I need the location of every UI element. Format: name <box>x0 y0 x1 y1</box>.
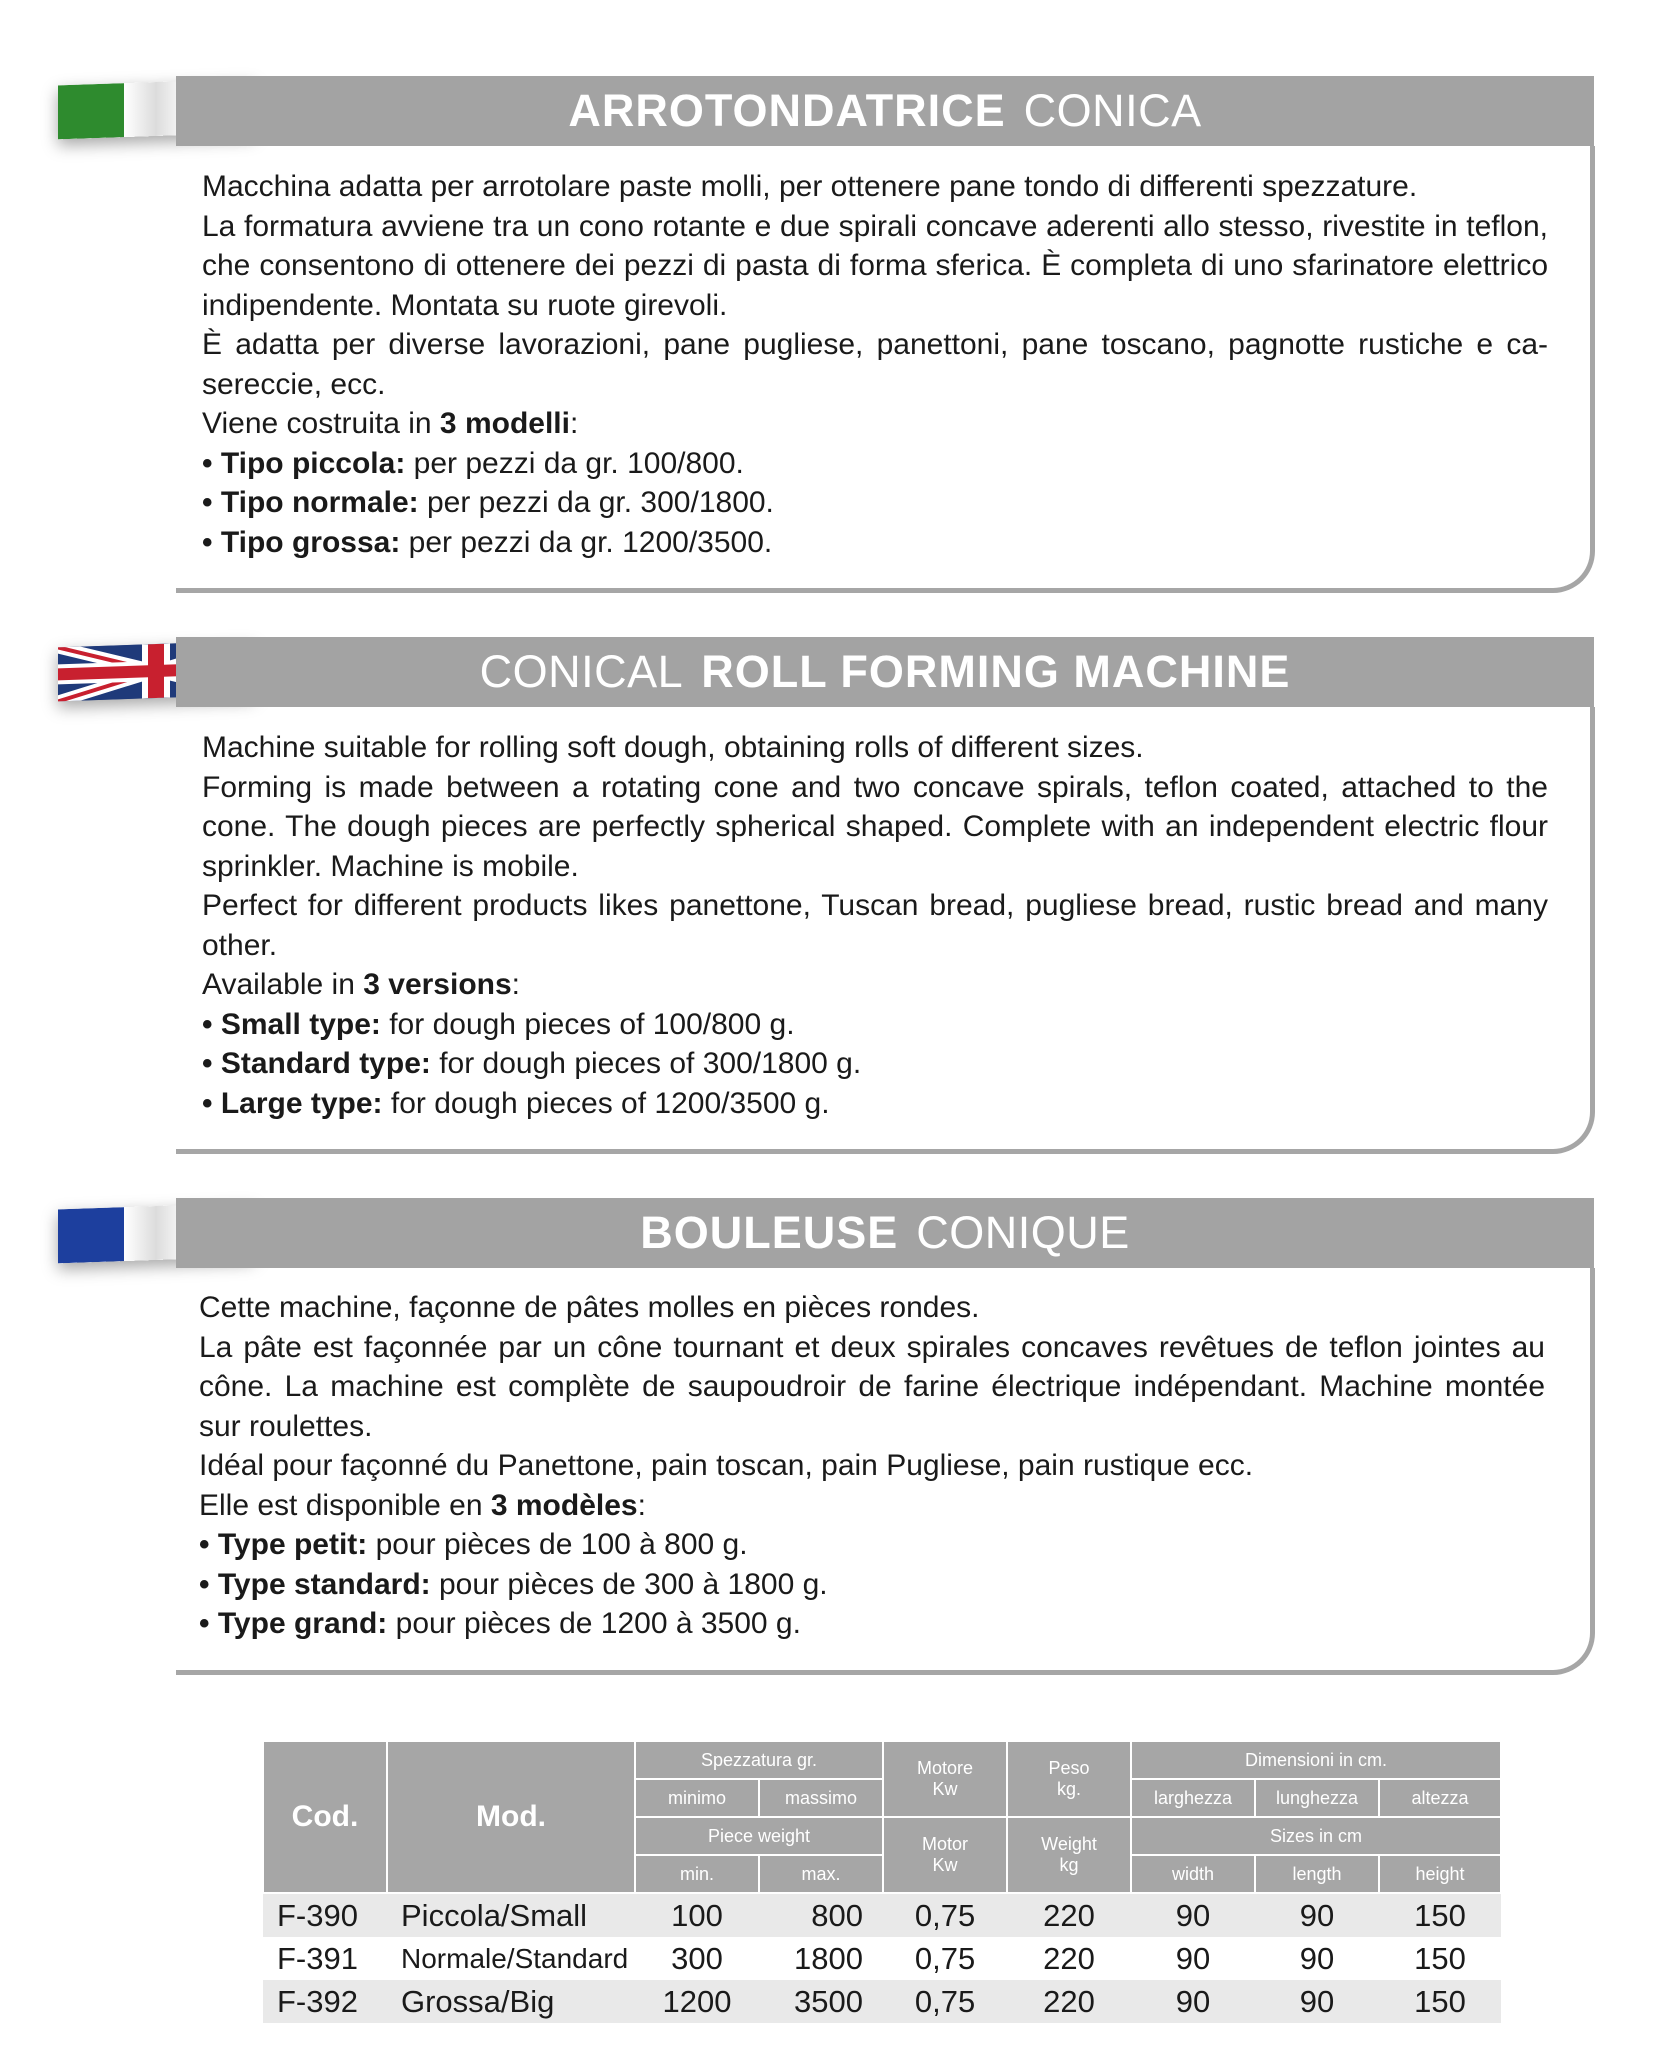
bullet-text: for dough pieces of 100/800 g. <box>380 1007 795 1041</box>
table-row <box>263 1893 1501 1937</box>
cell-kw: 0,75 <box>883 1980 1007 2023</box>
models-count: 3 modèles <box>490 1488 638 1522</box>
section-body-it <box>202 167 1548 562</box>
bullet-text: per pezzi da gr. 300/1800. <box>418 486 774 519</box>
paragraph: La formatura avviene tra un cono rotante e due spirali concave aderenti allo stesso, rivestite in teflon, che consentono di ottenere dei pezzi di pasta di forma sferica. È completa di uno sfarinatore elettrico indipendente. Montata su ruote girevoli. <box>202 209 1548 322</box>
bullet-item <box>202 1044 1548 1084</box>
cell-length: 90 <box>1299 1940 1335 1976</box>
flag-stripe-blue <box>58 1207 124 1263</box>
models-count: 3 versions <box>363 968 512 1001</box>
cell-width: 90 <box>1175 1940 1211 1976</box>
cell-height: 150 <box>1414 1940 1466 1976</box>
piece-weight-header: Piece weight <box>635 1817 883 1855</box>
specifications-table <box>262 1740 1502 2023</box>
bullet-label: • Small type: <box>202 1007 381 1041</box>
models-suffix: : <box>569 407 579 440</box>
weight-header <box>1007 1817 1131 1893</box>
cell-width: 90 <box>1131 1893 1255 1937</box>
bullet-label: • Type standard: <box>199 1567 431 1601</box>
bullet-item <box>202 483 1548 523</box>
bullet-label: • Tipo grossa: <box>202 525 401 559</box>
title-bold: ROLL FORMING MACHINE <box>701 646 1291 697</box>
max-header: max. <box>759 1855 883 1893</box>
bullet-label: • Large type: <box>202 1086 383 1120</box>
motor-label: Motor <box>922 1834 969 1854</box>
cell-min: 1200 <box>635 1980 759 2023</box>
cell-height: 150 <box>1379 1893 1501 1937</box>
motore-label: Motore <box>917 1758 974 1778</box>
section-title-en <box>176 637 1594 707</box>
bullet-item <box>202 1084 1548 1124</box>
section-body-en <box>202 728 1548 1123</box>
bullet-item <box>199 1565 1545 1605</box>
bullet-item <box>199 1604 1545 1644</box>
cell-kg: 220 <box>1007 1980 1131 2023</box>
paragraph: Macchina adatta per arrotolare paste molli, per ottenere pane tondo di differenti spezzature. <box>202 170 1418 203</box>
sizes-header: Sizes in cm <box>1131 1817 1501 1855</box>
length-header: length <box>1255 1855 1379 1893</box>
section-title-fr <box>176 1198 1594 1268</box>
cell-cod: F-391 <box>277 1940 358 1976</box>
paragraph: La pâte est façonnée par un cône tournant et deux spirales concaves revêtues de teflon jointes au cône. La machine est complète de saupoudroir de farine électrique indépendant. Machine montée sur roulettes. <box>199 1330 1545 1443</box>
title-light: CONICAL <box>479 646 684 697</box>
peso-header <box>1007 1741 1131 1817</box>
bullet-label: • Tipo piccola: <box>202 446 406 480</box>
models-suffix: : <box>637 1488 646 1522</box>
models-line <box>199 1486 1545 1526</box>
weight-unit: kg <box>1059 1855 1079 1875</box>
bullet-label: • Type petit: <box>199 1528 368 1561</box>
title-light: CONICA <box>1023 85 1202 136</box>
cell-max: 1800 <box>794 1940 864 1976</box>
spezzatura-header: Spezzatura gr. <box>635 1741 883 1779</box>
peso-unit: kg. <box>1057 1779 1082 1799</box>
bullet-text: for dough pieces of 1200/3500 g. <box>382 1086 830 1120</box>
cell-min: 300 <box>671 1940 723 1976</box>
bullet-text: pour pièces de 300 à 1800 g. <box>430 1567 828 1601</box>
flag-stripe-green <box>58 83 124 139</box>
weight-label: Weight <box>1041 1834 1097 1854</box>
models-line <box>202 404 1548 444</box>
col-mod-header: Mod. <box>387 1741 635 1893</box>
bullet-label: • Type grand: <box>199 1607 388 1640</box>
table-row <box>263 1980 1501 2023</box>
bullet-item <box>202 444 1548 484</box>
cell-max: 800 <box>759 1893 883 1937</box>
larghezza-header: larghezza <box>1131 1779 1255 1817</box>
models-prefix: Available in <box>202 968 364 1001</box>
bullet-item <box>202 1005 1548 1045</box>
col-cod-header: Cod. <box>263 1741 387 1893</box>
cell-kw: 0,75 <box>883 1893 1007 1937</box>
models-suffix: : <box>511 968 520 1001</box>
bullet-text: pour pièces de 1200 à 3500 g. <box>387 1607 801 1640</box>
cell-width: 90 <box>1131 1980 1255 2023</box>
cell-cod: F-392 <box>263 1980 387 2023</box>
title-light: CONIQUE <box>916 1207 1130 1258</box>
altezza-header: altezza <box>1379 1779 1501 1817</box>
height-header: height <box>1379 1855 1501 1893</box>
bullet-label: • Tipo normale: <box>202 486 419 519</box>
minimo-header: minimo <box>635 1779 759 1817</box>
paragraph: Idéal pour façonné du Panettone, pain toscan, pain Pugliese, pain rustique ecc. <box>199 1449 1254 1482</box>
models-prefix: Elle est disponible en <box>199 1488 491 1522</box>
bullet-text: for dough pieces of 300/1800 g. <box>430 1047 862 1080</box>
dimensioni-header: Dimensioni in cm. <box>1131 1741 1501 1779</box>
title-bold: ARROTONDATRICE <box>568 85 1006 136</box>
section-title-it <box>176 76 1594 146</box>
motore-header <box>883 1741 1007 1817</box>
width-header: width <box>1131 1855 1255 1893</box>
massimo-header: massimo <box>759 1779 883 1817</box>
bullet-text: per pezzi da gr. 100/800. <box>405 446 744 480</box>
table-row <box>263 1937 1501 1980</box>
cell-kw: 0,75 <box>914 1940 976 1976</box>
cell-mod: Normale/Standard <box>401 1942 629 1974</box>
cell-max: 3500 <box>759 1980 883 2023</box>
cell-height: 150 <box>1379 1980 1501 2023</box>
cell-mod: Grossa/Big <box>387 1980 635 2023</box>
models-count: 3 modelli <box>439 407 570 440</box>
bullet-label: • Standard type: <box>202 1047 431 1080</box>
cell-min: 100 <box>635 1893 759 1937</box>
lunghezza-header: lunghezza <box>1255 1779 1379 1817</box>
paragraph: Forming is made between a rotating cone and two concave spirals, teflon coated, attached to the cone. The dough pieces are perfectly spherical shaped. Complete with an independent electric flour sprinkler. Machine is mobile. <box>202 770 1548 883</box>
cell-cod: F-390 <box>263 1893 387 1937</box>
paragraph: È adatta per diverse lavorazioni, pane pugliese, panettoni, pane toscano, pagnotte rustiche e ca-sereccie, ecc. <box>202 328 1548 401</box>
motor-unit: Kw <box>932 1855 958 1875</box>
cell-mod: Piccola/Small <box>387 1893 635 1937</box>
section-body-fr <box>199 1288 1545 1644</box>
cell-length: 90 <box>1255 1980 1379 2023</box>
motor-header <box>883 1817 1007 1893</box>
bullet-text: pour pièces de 100 à 800 g. <box>367 1528 748 1561</box>
min-header: min. <box>635 1855 759 1893</box>
motore-unit: Kw <box>932 1779 958 1799</box>
bullet-item <box>199 1525 1545 1565</box>
paragraph: Perfect for different products likes panettone, Tuscan bread, pugliese bread, rustic bread and many other. <box>202 889 1548 962</box>
cell-length: 90 <box>1255 1893 1379 1937</box>
paragraph: Machine suitable for rolling soft dough, obtaining rolls of different sizes. <box>202 731 1144 764</box>
models-prefix: Viene costruita in <box>202 407 440 440</box>
cell-kg: 220 <box>1007 1893 1131 1937</box>
cell-kg: 220 <box>1043 1940 1095 1976</box>
bullet-item <box>202 523 1548 563</box>
models-line <box>202 965 1548 1005</box>
title-bold: BOULEUSE <box>640 1207 899 1258</box>
bullet-text: per pezzi da gr. 1200/3500. <box>400 525 773 559</box>
paragraph: Cette machine, façonne de pâtes molles en pièces rondes. <box>199 1291 980 1324</box>
peso-label: Peso <box>1048 1758 1090 1778</box>
